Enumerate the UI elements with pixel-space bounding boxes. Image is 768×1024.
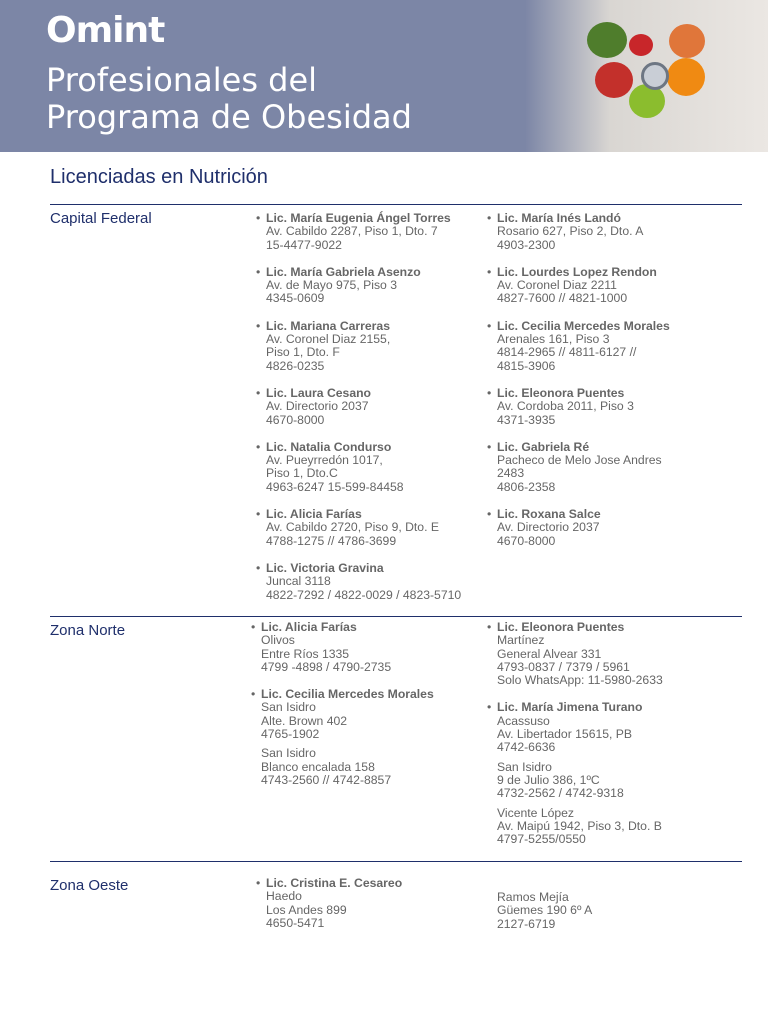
professional-name: Lic. Eleonora Puentes xyxy=(497,620,625,634)
contact-line: 4371-3935 xyxy=(497,412,556,427)
bullet-icon: • xyxy=(256,439,261,454)
contact-line: Av. de Mayo 975, Piso 3 xyxy=(266,278,397,293)
contact-line: Blanco encalada 158 xyxy=(261,759,375,774)
professional-name: Lic. Alicia Farías xyxy=(261,620,357,634)
professional-entry xyxy=(256,877,486,930)
oeste-right-column xyxy=(487,891,717,945)
contact-line: 4903-2300 xyxy=(497,237,556,252)
contact-line: Juncal 3118 xyxy=(266,574,331,589)
broccoli-icon xyxy=(587,22,627,58)
bullet-icon: • xyxy=(256,507,261,522)
contact-line: 4826-0235 xyxy=(266,358,325,373)
peach-icon xyxy=(669,24,705,58)
norte-right-column xyxy=(487,621,717,860)
bullet-icon: • xyxy=(256,264,261,279)
contact-line: Piso 1, Dto.C xyxy=(266,466,338,481)
contact-line: Av. Libertador 15615, PB xyxy=(497,727,633,742)
professional-entry xyxy=(256,508,486,548)
contact-line: Rosario 627, Piso 2, Dto. A xyxy=(497,224,644,239)
bullet-icon: • xyxy=(256,318,261,333)
location-block xyxy=(497,634,717,687)
contact-line: 4963-6247 15-599-84458 xyxy=(266,479,404,494)
norte-left-column xyxy=(251,621,481,801)
region-label-oeste: Zona Oeste xyxy=(50,877,129,894)
contact-line: Arenales 161, Piso 3 xyxy=(497,332,610,347)
stethoscope-icon xyxy=(641,62,669,90)
divider xyxy=(50,204,742,205)
region-label-capital: Capital Federal xyxy=(50,210,152,227)
professional-entry xyxy=(256,212,486,252)
professional-name: Lic. Gabriela Ré xyxy=(497,439,590,454)
professional-name: Lic. Lourdes Lopez Rendon xyxy=(497,264,657,279)
professional-entry xyxy=(251,688,481,787)
professional-entry xyxy=(256,562,486,602)
professional-name: Lic. Victoria Gravina xyxy=(266,560,384,575)
professional-entry xyxy=(487,320,717,373)
location-block xyxy=(497,761,717,801)
professional-name: Lic. María Gabriela Asenzo xyxy=(266,264,421,279)
location-block xyxy=(261,634,481,674)
professional-entry xyxy=(487,266,717,306)
contact-line: San Isidro xyxy=(261,700,316,715)
contact-line: 2483 xyxy=(497,466,525,481)
professional-name: Lic. Cecilia Mercedes Morales xyxy=(497,318,670,333)
professional-entry xyxy=(487,621,717,687)
contact-line: 4670-8000 xyxy=(266,412,325,427)
tomato-icon xyxy=(629,34,653,56)
contact-line: 4793-0837 / 7379 / 5961 xyxy=(497,659,630,674)
contact-line: 4732-2562 / 4742-9318 xyxy=(497,786,624,801)
contact-line: 4788-1275 // 4786-3699 xyxy=(266,533,397,548)
contact-line: Av. Directorio 2037 xyxy=(497,520,600,535)
professional-entry xyxy=(487,441,717,494)
contact-line: 4822-7292 / 4822-0029 / 4823-5710 xyxy=(266,587,462,602)
location-block xyxy=(261,747,481,787)
location-block xyxy=(497,715,717,755)
contact-line: Piso 1, Dto. F xyxy=(266,345,340,360)
bullet-icon: • xyxy=(256,385,261,400)
professional-entry xyxy=(487,891,717,931)
bullet-icon: • xyxy=(487,620,492,634)
region-label-norte: Zona Norte xyxy=(50,622,126,639)
contact-line: San Isidro xyxy=(261,746,316,761)
divider xyxy=(50,616,742,617)
contact-line: 4815-3906 xyxy=(497,358,556,373)
contact-line: 2127-6719 xyxy=(497,916,556,931)
professional-name: Lic. María Inés Landó xyxy=(497,211,621,225)
contact-line: Pacheco de Melo Jose Andres xyxy=(497,453,662,468)
professional-name: Lic. Roxana Salce xyxy=(497,507,601,522)
professional-name: Lic. Eleonora Puentes xyxy=(497,385,625,400)
professional-name: Lic. Cecilia Mercedes Morales xyxy=(261,687,434,702)
contact-line: 4797-5255/0550 xyxy=(497,832,586,847)
professional-name: Lic. Mariana Carreras xyxy=(266,318,390,333)
contact-line: Solo WhatsApp: 11-5980-2633 xyxy=(497,673,663,688)
professional-name: Lic. Laura Cesano xyxy=(266,385,371,400)
contact-line: Acassuso xyxy=(497,713,550,728)
professional-entry xyxy=(256,441,486,494)
professional-entry xyxy=(487,212,717,252)
contact-line: Av. Coronel Diaz 2211 xyxy=(497,278,617,293)
contact-line: San Isidro xyxy=(497,759,552,774)
bullet-icon: • xyxy=(256,876,261,890)
contact-line: 4799 -4898 / 4790-2735 xyxy=(261,659,392,674)
orange-icon xyxy=(667,58,705,96)
contact-line: 15-4477-9022 xyxy=(266,237,342,252)
professional-entry xyxy=(256,320,486,373)
professional-name: Lic. Alicia Farías xyxy=(266,507,362,522)
bullet-icon: • xyxy=(251,620,256,634)
page-title: Profesionales del Programa de Obesidad xyxy=(46,61,412,136)
contact-line: Entre Ríos 1335 xyxy=(261,646,350,661)
contact-line: Av. Coronel Diaz 2155, xyxy=(266,332,391,347)
contact-line: Av. Cabildo 2287, Piso 1, Dto. 7 xyxy=(266,224,438,239)
professional-entry xyxy=(251,621,481,674)
professional-entry xyxy=(256,387,486,427)
section-title: Licenciadas en Nutrición xyxy=(50,166,268,188)
bullet-icon: • xyxy=(487,211,492,225)
professional-entry xyxy=(487,387,717,427)
contact-line: 4827-7600 // 4821-1000 xyxy=(497,291,628,306)
apple-red-icon xyxy=(595,62,633,98)
location-block xyxy=(497,807,717,847)
bullet-icon: • xyxy=(256,211,261,225)
divider xyxy=(50,861,742,862)
contact-line: Martínez xyxy=(497,633,545,648)
contact-line: Olivos xyxy=(261,633,295,648)
contact-line: Vicente López xyxy=(497,805,575,820)
bullet-icon: • xyxy=(487,507,492,522)
contact-line: Av. Cordoba 2011, Piso 3 xyxy=(497,399,634,414)
bullet-icon: • xyxy=(251,687,256,702)
oeste-left-column xyxy=(256,877,486,944)
professional-name: Lic. Cristina E. Cesareo xyxy=(266,876,403,890)
professional-entry xyxy=(256,266,486,306)
professional-name: Lic. María Eugenia Ángel Torres xyxy=(266,211,451,225)
professional-name: Lic. María Jimena Turano xyxy=(497,700,643,715)
contact-line: 4806-2358 xyxy=(497,479,556,494)
omint-logo: Omint xyxy=(46,10,165,51)
contact-line: 4345-0609 xyxy=(266,291,325,306)
professional-name: Lic. Natalia Condurso xyxy=(266,439,392,454)
bullet-icon: • xyxy=(256,560,261,575)
contact-line: Av. Cabildo 2720, Piso 9, Dto. E xyxy=(266,520,439,535)
contact-line: Haedo xyxy=(266,889,302,904)
food-photo xyxy=(525,0,768,152)
contact-line: Av. Pueyrredón 1017, xyxy=(266,453,383,468)
contact-line: Güemes 190 6º A xyxy=(497,903,593,918)
capital-left-column xyxy=(256,212,486,616)
contact-line: 4814-2965 // 4811-6127 // xyxy=(497,345,637,360)
contact-line: 4742-6636 xyxy=(497,740,556,755)
bullet-icon: • xyxy=(487,439,492,454)
contact-line: Alte. Brown 402 xyxy=(261,713,348,728)
professional-entry xyxy=(487,508,717,548)
contact-line: General Alvear 331 xyxy=(497,646,602,661)
capital-right-column xyxy=(487,212,717,562)
bullet-icon: • xyxy=(487,264,492,279)
contact-line: 4650-5471 xyxy=(266,915,325,930)
contact-line: Av. Directorio 2037 xyxy=(266,399,369,414)
header-banner xyxy=(0,0,768,152)
contact-line: 4743-2560 // 4742-8857 xyxy=(261,772,392,787)
contact-line: Los Andes 899 xyxy=(266,902,347,917)
contact-line: 4765-1902 xyxy=(261,727,320,742)
bullet-icon: • xyxy=(487,385,492,400)
professional-entry xyxy=(487,701,717,846)
contact-line: Av. Maipú 1942, Piso 3, Dto. B xyxy=(497,818,662,833)
contact-line: 4670-8000 xyxy=(497,533,556,548)
bullet-icon: • xyxy=(487,700,492,715)
contact-line: Ramos Mejía xyxy=(497,890,569,904)
contact-line: 9 de Julio 386, 1ºC xyxy=(497,772,600,787)
bullet-icon: • xyxy=(487,318,492,333)
location-block xyxy=(261,701,481,741)
